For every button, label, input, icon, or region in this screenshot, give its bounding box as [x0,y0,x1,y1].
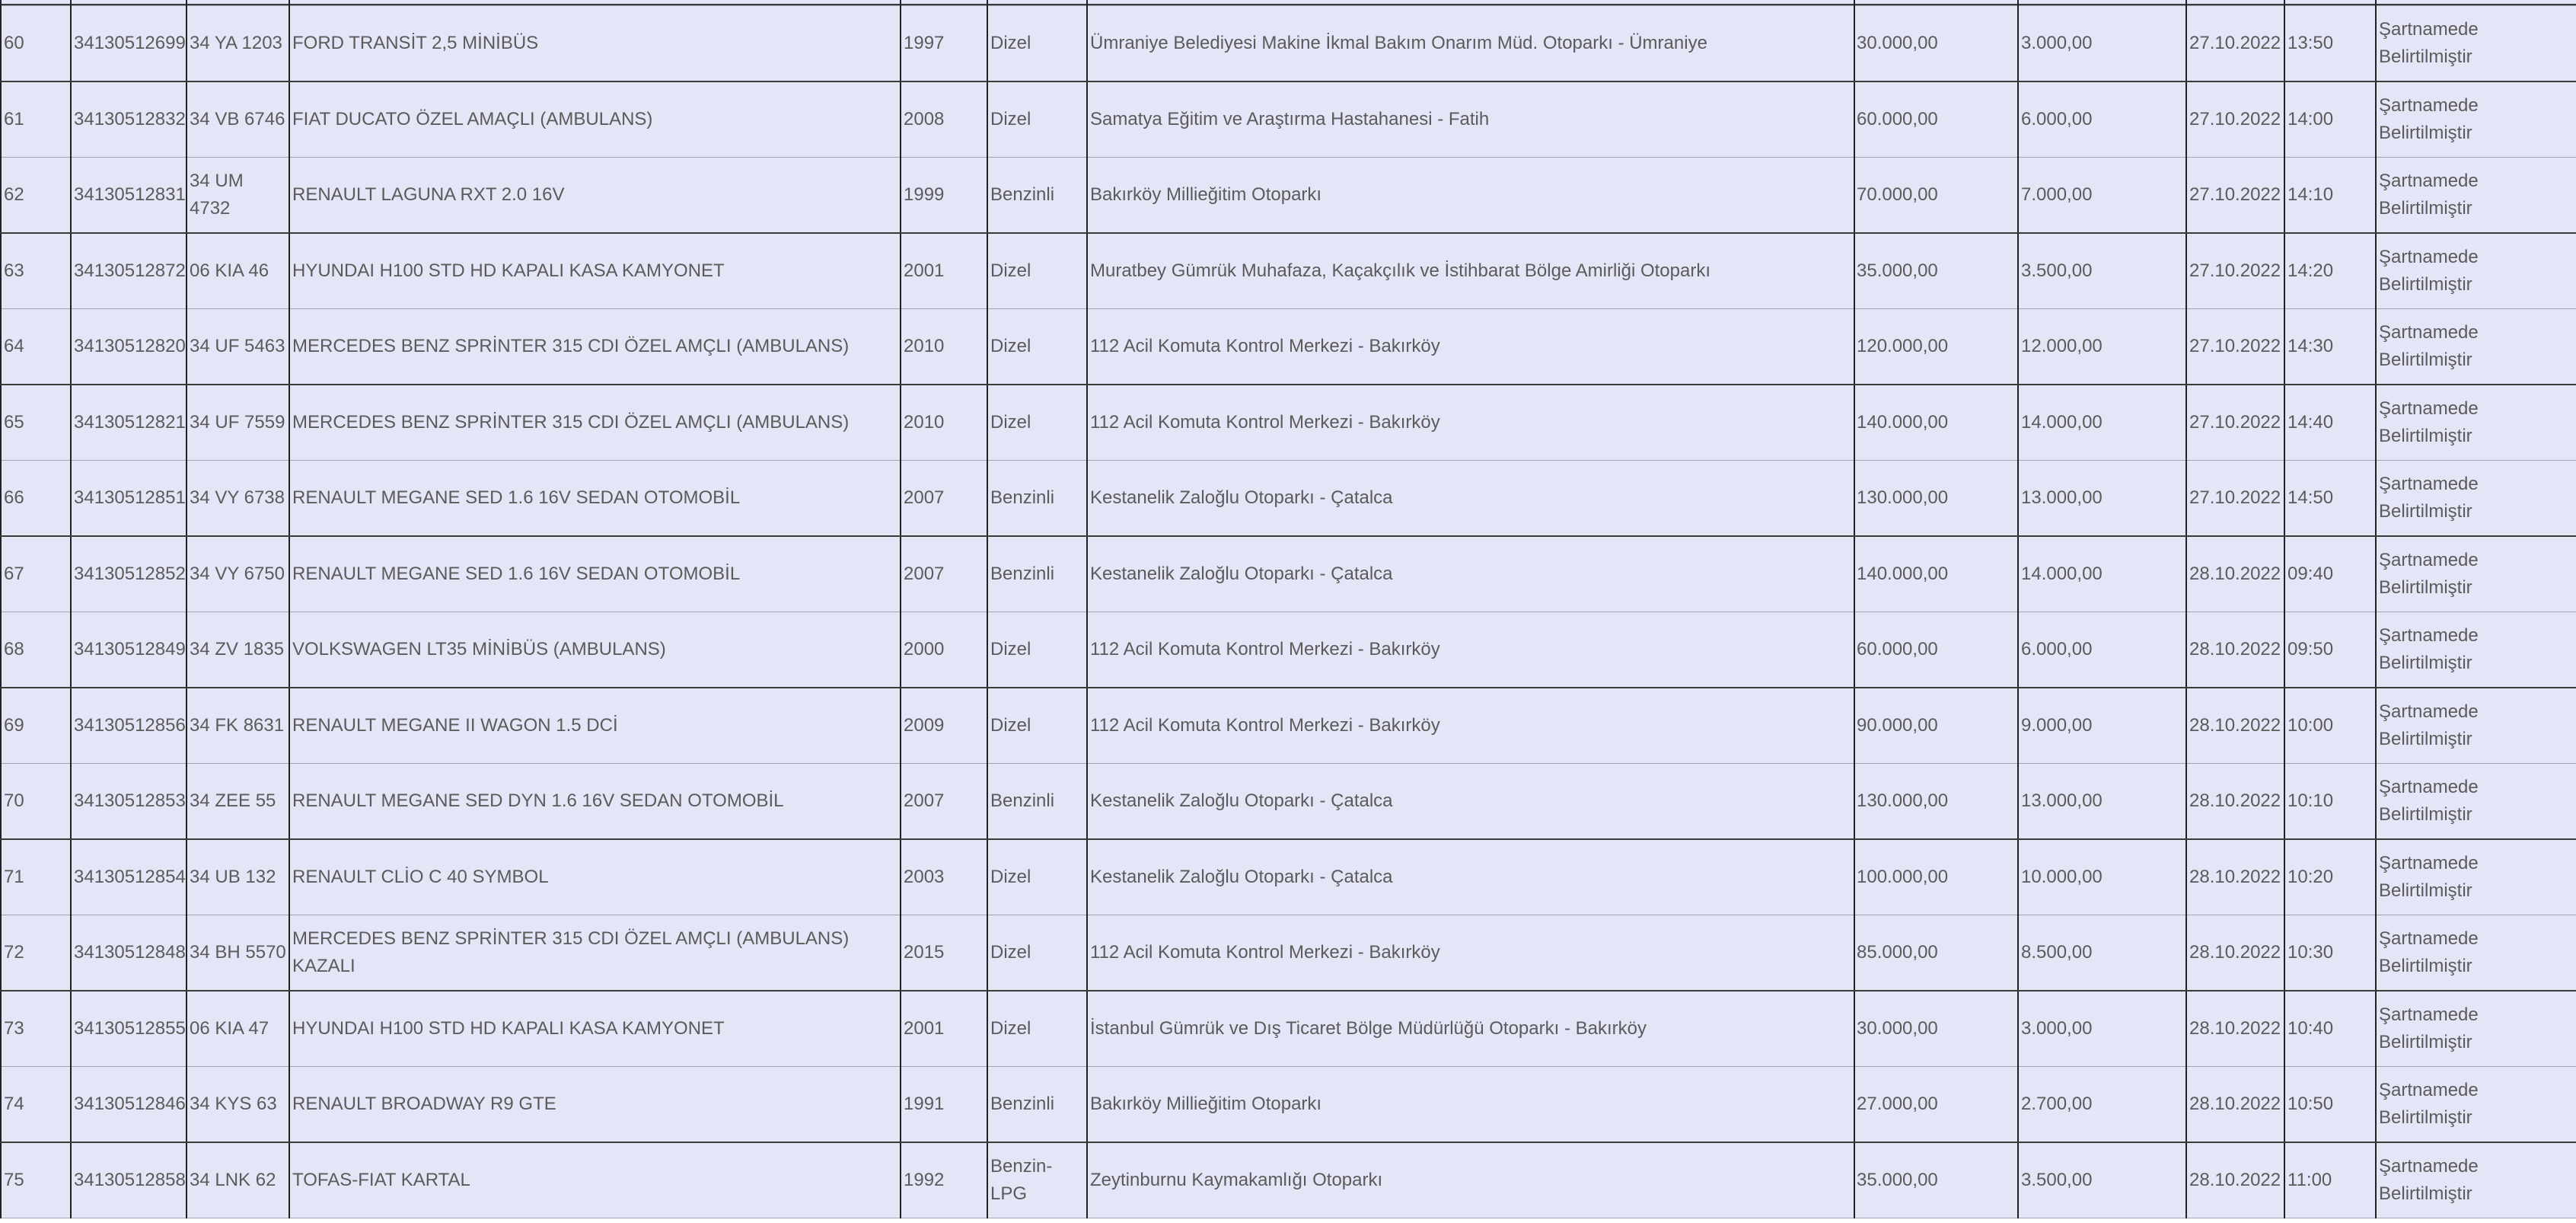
estimated-price-cell: 60.000,00 [1854,81,2018,158]
plate-number-cell: 34 UM 4732 [187,158,289,234]
auction-time-cell: 10:50 [2284,1067,2376,1143]
estimated-price-cell: 27.000,00 [1854,1067,2018,1143]
table-row [1,991,2576,1067]
deposit-amount-cell: 10.000,00 [2018,839,2186,915]
estimated-price-cell: 35.000,00 [1854,1142,2018,1218]
plate-number-cell: 34 UB 132 [187,839,289,915]
row-number-cell: 62 [1,158,71,234]
conditions-note-cell: Şartnamede Belirtilmiştir [2376,688,2576,764]
model-year-cell: 1992 [901,1142,987,1218]
row-number-cell: 65 [1,385,71,461]
record-code-cell: 34130512872 [71,233,187,309]
auction-date-cell: 28.10.2022 [2186,991,2284,1067]
parking-location-cell: Bakırköy Millieğitim Otoparkı [1087,1067,1854,1143]
vehicle-description-cell: RENAULT BROADWAY R9 GTE [289,1067,901,1143]
fuel-type-cell: Benzinli [987,1067,1087,1143]
parking-location-cell: 112 Acil Komuta Kontrol Merkezi - Bakırköy [1087,612,1854,688]
estimated-price-cell: 130.000,00 [1854,764,2018,840]
deposit-amount-cell: 14.000,00 [2018,536,2186,612]
estimated-price-cell: 60.000,00 [1854,612,2018,688]
estimated-price-cell: 120.000,00 [1854,309,2018,385]
row-number-cell: 64 [1,309,71,385]
column-separator [987,0,988,5]
fuel-type-cell: Dizel [987,839,1087,915]
deposit-amount-cell: 6.000,00 [2018,612,2186,688]
conditions-note-cell: Şartnamede Belirtilmiştir [2376,915,2576,991]
auction-time-cell: 14:50 [2284,461,2376,537]
column-separator [2375,0,2377,5]
conditions-note-cell: Şartnamede Belirtilmiştir [2376,81,2576,158]
record-code-cell: 34130512846 [71,1067,187,1143]
estimated-price-cell: 30.000,00 [1854,991,2018,1067]
record-code-cell: 34130512851 [71,461,187,537]
deposit-amount-cell: 8.500,00 [2018,915,2186,991]
deposit-amount-cell: 13.000,00 [2018,764,2186,840]
record-code-cell: 34130512854 [71,839,187,915]
column-separator [289,0,290,5]
column-separator [1854,0,1855,5]
row-number-cell: 74 [1,1067,71,1143]
conditions-note-cell: Şartnamede Belirtilmiştir [2376,1067,2576,1143]
estimated-price-cell: 130.000,00 [1854,461,2018,537]
model-year-cell: 2009 [901,688,987,764]
deposit-amount-cell: 14.000,00 [2018,385,2186,461]
vehicle-description-cell: MERCEDES BENZ SPRİNTER 315 CDI ÖZEL AMÇLI (AMBULANS) KAZALI [289,915,901,991]
deposit-amount-cell: 3.500,00 [2018,1142,2186,1218]
plate-number-cell: 06 KIA 47 [187,991,289,1067]
fuel-type-cell: Benzinli [987,461,1087,537]
column-separator [0,0,2,5]
auction-time-cell: 13:50 [2284,6,2376,82]
auction-date-cell: 28.10.2022 [2186,688,2284,764]
row-number-cell: 70 [1,764,71,840]
conditions-note-cell: Şartnamede Belirtilmiştir [2376,309,2576,385]
auction-date-cell: 27.10.2022 [2186,158,2284,234]
table-row [1,233,2576,309]
conditions-note-cell: Şartnamede Belirtilmiştir [2376,764,2576,840]
estimated-price-cell: 35.000,00 [1854,233,2018,309]
conditions-note-cell: Şartnamede Belirtilmiştir [2376,991,2576,1067]
table-row [1,536,2576,612]
record-code-cell: 34130512853 [71,764,187,840]
deposit-amount-cell: 3.000,00 [2018,991,2186,1067]
vehicle-description-cell: VOLKSWAGEN LT35 MİNİBÜS (AMBULANS) [289,612,901,688]
record-code-cell: 34130512821 [71,385,187,461]
parking-location-cell: Zeytinburnu Kaymakamlığı Otoparkı [1087,1142,1854,1218]
vehicle-description-cell: RENAULT MEGANE SED 1.6 16V SEDAN OTOMOBİL [289,536,901,612]
fuel-type-cell: Benzinli [987,536,1087,612]
estimated-price-cell: 140.000,00 [1854,385,2018,461]
deposit-amount-cell: 12.000,00 [2018,309,2186,385]
vehicle-description-cell: FIAT DUCATO ÖZEL AMAÇLI (AMBULANS) [289,81,901,158]
vehicle-description-cell: RENAULT MEGANE SED 1.6 16V SEDAN OTOMOBİL [289,461,901,537]
table-row [1,158,2576,234]
record-code-cell: 34130512699 [71,6,187,82]
row-number-cell: 73 [1,991,71,1067]
estimated-price-cell: 140.000,00 [1854,536,2018,612]
plate-number-cell: 34 ZV 1835 [187,612,289,688]
conditions-note-cell: Şartnamede Belirtilmiştir [2376,612,2576,688]
vehicle-description-cell: HYUNDAI H100 STD HD KAPALI KASA KAMYONET [289,991,901,1067]
estimated-price-cell: 100.000,00 [1854,839,2018,915]
parking-location-cell: Kestanelik Zaloğlu Otoparkı - Çatalca [1087,839,1854,915]
auction-date-cell: 28.10.2022 [2186,764,2284,840]
table-row [1,309,2576,385]
model-year-cell: 2000 [901,612,987,688]
row-number-cell: 61 [1,81,71,158]
auction-time-cell: 09:40 [2284,536,2376,612]
table-row [1,839,2576,915]
auction-date-cell: 28.10.2022 [2186,839,2284,915]
plate-number-cell: 34 KYS 63 [187,1067,289,1143]
conditions-note-cell: Şartnamede Belirtilmiştir [2376,536,2576,612]
model-year-cell: 2008 [901,81,987,158]
parking-location-cell: Samatya Eğitim ve Araştırma Hastahanesi - Fatih [1087,81,1854,158]
model-year-cell: 1999 [901,158,987,234]
row-number-cell: 63 [1,233,71,309]
estimated-price-cell: 70.000,00 [1854,158,2018,234]
model-year-cell: 2015 [901,915,987,991]
fuel-type-cell: Dizel [987,6,1087,82]
record-code-cell: 34130512858 [71,1142,187,1218]
auction-date-cell: 28.10.2022 [2186,1067,2284,1143]
vehicle-description-cell: TOFAS-FIAT KARTAL [289,1142,901,1218]
deposit-amount-cell: 3.000,00 [2018,6,2186,82]
plate-number-cell: 34 VY 6738 [187,461,289,537]
parking-location-cell: 112 Acil Komuta Kontrol Merkezi - Bakırköy [1087,688,1854,764]
auction-time-cell: 14:20 [2284,233,2376,309]
conditions-note-cell: Şartnamede Belirtilmiştir [2376,1142,2576,1218]
table-row [1,1067,2576,1143]
fuel-type-cell: Benzin-LPG [987,1142,1087,1218]
vehicle-description-cell: RENAULT MEGANE SED DYN 1.6 16V SEDAN OTOMOBİL [289,764,901,840]
vehicle-description-cell: MERCEDES BENZ SPRİNTER 315 CDI ÖZEL AMÇLI (AMBULANS) [289,309,901,385]
conditions-note-cell: Şartnamede Belirtilmiştir [2376,385,2576,461]
record-code-cell: 34130512856 [71,688,187,764]
model-year-cell: 2007 [901,461,987,537]
table-row [1,461,2576,537]
plate-number-cell: 34 LNK 62 [187,1142,289,1218]
conditions-note-cell: Şartnamede Belirtilmiştir [2376,461,2576,537]
column-separator [2284,0,2285,5]
plate-number-cell: 34 ZEE 55 [187,764,289,840]
row-number-cell: 67 [1,536,71,612]
auction-time-cell: 10:40 [2284,991,2376,1067]
auction-date-cell: 28.10.2022 [2186,612,2284,688]
conditions-note-cell: Şartnamede Belirtilmiştir [2376,6,2576,82]
deposit-amount-cell: 2.700,00 [2018,1067,2186,1143]
auction-date-cell: 27.10.2022 [2186,385,2284,461]
plate-number-cell: 34 FK 8631 [187,688,289,764]
record-code-cell: 34130512848 [71,915,187,991]
auction-time-cell: 14:10 [2284,158,2376,234]
table-body [1,6,2576,1218]
row-number-cell: 68 [1,612,71,688]
model-year-cell: 2003 [901,839,987,915]
table-row [1,385,2576,461]
record-code-cell: 34130512832 [71,81,187,158]
auction-date-cell: 28.10.2022 [2186,915,2284,991]
model-year-cell: 2010 [901,385,987,461]
plate-number-cell: 34 UF 5463 [187,309,289,385]
parking-location-cell: Ümraniye Belediyesi Makine İkmal Bakım Onarım Müd. Otoparkı - Ümraniye [1087,6,1854,82]
auction-date-cell: 27.10.2022 [2186,81,2284,158]
table-row [1,612,2576,688]
auction-time-cell: 10:20 [2284,839,2376,915]
conditions-note-cell: Şartnamede Belirtilmiştir [2376,158,2576,234]
parking-location-cell: Kestanelik Zaloğlu Otoparkı - Çatalca [1087,764,1854,840]
column-separator [900,0,901,5]
auction-date-cell: 28.10.2022 [2186,536,2284,612]
table-row [1,1142,2576,1218]
row-number-cell: 60 [1,6,71,82]
conditions-note-cell: Şartnamede Belirtilmiştir [2376,839,2576,915]
record-code-cell: 34130512855 [71,991,187,1067]
auction-time-cell: 14:40 [2284,385,2376,461]
plate-number-cell: 34 BH 5570 [187,915,289,991]
fuel-type-cell: Benzinli [987,764,1087,840]
model-year-cell: 1997 [901,6,987,82]
fuel-type-cell: Dizel [987,385,1087,461]
vehicle-description-cell: RENAULT CLİO C 40 SYMBOL [289,839,901,915]
vehicle-description-cell: RENAULT MEGANE II WAGON 1.5 DCİ [289,688,901,764]
table-row [1,764,2576,840]
auction-time-cell: 10:30 [2284,915,2376,991]
auction-date-cell: 27.10.2022 [2186,6,2284,82]
parking-location-cell: Kestanelik Zaloğlu Otoparkı - Çatalca [1087,536,1854,612]
fuel-type-cell: Dizel [987,233,1087,309]
parking-location-cell: 112 Acil Komuta Kontrol Merkezi - Bakırköy [1087,309,1854,385]
auction-date-cell: 28.10.2022 [2186,1142,2284,1218]
row-number-cell: 69 [1,688,71,764]
row-number-cell: 72 [1,915,71,991]
column-separator [70,0,72,5]
model-year-cell: 2010 [901,309,987,385]
parking-location-cell: Muratbey Gümrük Muhafaza, Kaçakçılık ve İstihbarat Bölge Amirliği Otoparkı [1087,233,1854,309]
vehicle-description-cell: HYUNDAI H100 STD HD KAPALI KASA KAMYONET [289,233,901,309]
parking-location-cell: Bakırköy Millieğitim Otoparkı [1087,158,1854,234]
deposit-amount-cell: 9.000,00 [2018,688,2186,764]
auction-time-cell: 10:00 [2284,688,2376,764]
model-year-cell: 2001 [901,233,987,309]
auction-time-cell: 14:30 [2284,309,2376,385]
auction-date-cell: 27.10.2022 [2186,309,2284,385]
table-row [1,81,2576,158]
parking-location-cell: Kestanelik Zaloğlu Otoparkı - Çatalca [1087,461,1854,537]
table-top-edge [0,0,2576,5]
record-code-cell: 34130512849 [71,612,187,688]
vehicle-description-cell: RENAULT LAGUNA RXT 2.0 16V [289,158,901,234]
deposit-amount-cell: 7.000,00 [2018,158,2186,234]
auction-time-cell: 14:00 [2284,81,2376,158]
fuel-type-cell: Dizel [987,81,1087,158]
table-row [1,915,2576,991]
deposit-amount-cell: 13.000,00 [2018,461,2186,537]
auction-date-cell: 27.10.2022 [2186,233,2284,309]
plate-number-cell: 34 VY 6750 [187,536,289,612]
column-separator [2017,0,2019,5]
plate-number-cell: 34 VB 6746 [187,81,289,158]
auction-time-cell: 09:50 [2284,612,2376,688]
estimated-price-cell: 90.000,00 [1854,688,2018,764]
row-number-cell: 75 [1,1142,71,1218]
row-number-cell: 71 [1,839,71,915]
column-separator [2185,0,2187,5]
column-separator [186,0,187,5]
vehicle-auction-table [0,5,2576,1218]
fuel-type-cell: Dizel [987,612,1087,688]
model-year-cell: 2001 [901,991,987,1067]
row-number-cell: 66 [1,461,71,537]
fuel-type-cell: Dizel [987,991,1087,1067]
estimated-price-cell: 85.000,00 [1854,915,2018,991]
auction-time-cell: 11:00 [2284,1142,2376,1218]
parking-location-cell: 112 Acil Komuta Kontrol Merkezi - Bakırköy [1087,385,1854,461]
model-year-cell: 2007 [901,764,987,840]
parking-location-cell: İstanbul Gümrük ve Dış Ticaret Bölge Müdürlüğü Otoparkı - Bakırköy [1087,991,1854,1067]
conditions-note-cell: Şartnamede Belirtilmiştir [2376,233,2576,309]
plate-number-cell: 34 YA 1203 [187,6,289,82]
deposit-amount-cell: 6.000,00 [2018,81,2186,158]
fuel-type-cell: Dizel [987,309,1087,385]
record-code-cell: 34130512852 [71,536,187,612]
table-row [1,6,2576,82]
auction-time-cell: 10:10 [2284,764,2376,840]
record-code-cell: 34130512831 [71,158,187,234]
column-separator [1086,0,1088,5]
fuel-type-cell: Dizel [987,915,1087,991]
record-code-cell: 34130512820 [71,309,187,385]
parking-location-cell: 112 Acil Komuta Kontrol Merkezi - Bakırköy [1087,915,1854,991]
model-year-cell: 2007 [901,536,987,612]
table-row [1,688,2576,764]
model-year-cell: 1991 [901,1067,987,1143]
fuel-type-cell: Dizel [987,688,1087,764]
vehicle-description-cell: MERCEDES BENZ SPRİNTER 315 CDI ÖZEL AMÇLI (AMBULANS) [289,385,901,461]
estimated-price-cell: 30.000,00 [1854,6,2018,82]
plate-number-cell: 06 KIA 46 [187,233,289,309]
vehicle-description-cell: FORD TRANSİT 2,5 MİNİBÜS [289,6,901,82]
fuel-type-cell: Benzinli [987,158,1087,234]
plate-number-cell: 34 UF 7559 [187,385,289,461]
deposit-amount-cell: 3.500,00 [2018,233,2186,309]
auction-date-cell: 27.10.2022 [2186,461,2284,537]
